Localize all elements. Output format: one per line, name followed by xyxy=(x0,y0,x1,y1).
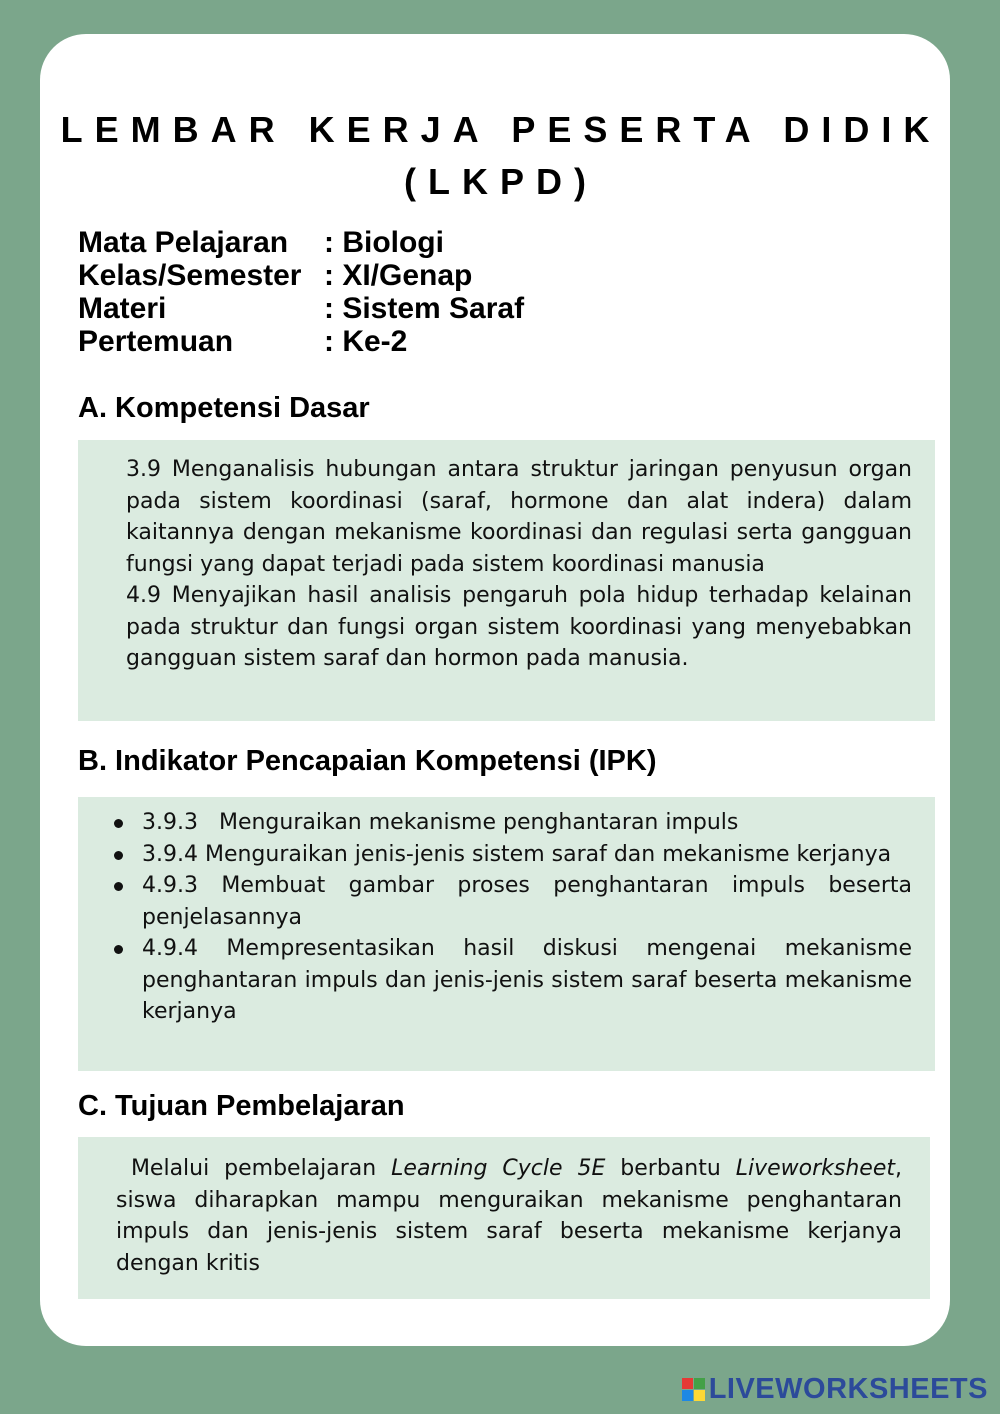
ipk-text: 3.9.4 Menguraikan jenis-jenis sistem saraf dan mekanisme kerjanya xyxy=(142,841,892,867)
ipk-text: 3.9.3 Menguraikan mekanisme penghantaran impuls xyxy=(142,810,739,835)
bullet-icon xyxy=(114,819,123,828)
liveworksheets-brand[interactable] xyxy=(682,1372,988,1406)
kd-3-9: 3.9 Menganalisis hubungan antara struktur jaringan penyusun organ pada sistem koordinasi (saraf, hormone dan alat indera) dalam kaitannya dengan mekanisme koordinasi dan regulasi serta gangguan fungsi yang dapat terjadi pada sistem koordinasi manusia xyxy=(126,457,912,577)
logo-square xyxy=(682,1378,693,1389)
logo-square xyxy=(694,1378,705,1389)
bullet-icon xyxy=(114,945,123,954)
section-a-heading: A. Kompetensi Dasar xyxy=(78,392,370,424)
bullet-icon xyxy=(114,851,123,860)
brand-name: LIVEWORKSHEETS xyxy=(708,1372,988,1405)
objective-text: , siswa diharapkan mampu menguraikan mekanisme penghantaran impuls dan jenis-jenis sistem saraf beserta mekanisme kerjanya dengan kritis xyxy=(116,1156,902,1276)
worksheet-title xyxy=(40,104,950,208)
meta-value: : Sistem Saraf xyxy=(324,292,525,325)
bullet-icon xyxy=(114,882,123,891)
list-item xyxy=(78,870,934,933)
meta-key: Mata Pelajaran xyxy=(78,226,289,259)
title-line-1: LEMBAR KERJA PESERTA DIDIK xyxy=(60,109,942,150)
section-a-box xyxy=(78,440,935,721)
meta-key: Pertemuan xyxy=(78,325,234,358)
meta-row-meeting xyxy=(78,325,524,358)
objective-method: Learning Cycle 5E xyxy=(391,1156,606,1181)
meta-value: : Biologi xyxy=(324,226,444,259)
ipk-text: 4.9.3 Membuat gambar proses penghantaran impuls beserta penjelasannya xyxy=(142,873,912,930)
list-item xyxy=(78,839,934,871)
kd-4-9: 4.9 Menyajikan hasil analisis pengaruh pola hidup terhadap kelainan pada struktur dan fungsi organ sistem koordinasi yang menyebabkan gangguan sistem saraf dan hormon pada manusia. xyxy=(126,583,912,671)
section-c-heading: C. Tujuan Pembelajaran xyxy=(78,1090,405,1122)
objective-text: berbantu xyxy=(605,1156,736,1181)
section-b-heading: B. Indikator Pencapaian Kompetensi (IPK) xyxy=(78,745,657,777)
ipk-list xyxy=(78,807,934,1028)
liveworksheets-logo-icon xyxy=(682,1378,705,1401)
ipk-text: 4.9.4 Mempresentasikan hasil diskusi mengenai mekanisme penghantaran impuls dan jenis-jenis sistem saraf beserta mekanisme kerjanya xyxy=(142,936,912,1024)
meta-row-subject xyxy=(78,226,524,259)
meta-row-material xyxy=(78,292,524,325)
meta-row-class xyxy=(78,259,524,292)
logo-square xyxy=(682,1390,693,1401)
objective-text: Melalui pembelajaran xyxy=(116,1156,392,1181)
objective-tool: Liveworksheet xyxy=(735,1156,895,1181)
section-b-box xyxy=(78,797,935,1071)
section-c-box xyxy=(78,1137,930,1299)
meta-value: : XI/Genap xyxy=(324,259,473,292)
kd-paragraph xyxy=(126,454,912,675)
meta-key: Materi xyxy=(78,292,167,325)
list-item xyxy=(78,933,934,1028)
objective-paragraph xyxy=(116,1153,902,1279)
meta-key: Kelas/Semester xyxy=(78,259,302,292)
meta-info xyxy=(78,226,524,358)
logo-square xyxy=(694,1390,705,1401)
list-item xyxy=(78,807,934,839)
title-line-2: (LKPD) xyxy=(404,161,598,202)
meta-value: : Ke-2 xyxy=(324,325,408,358)
